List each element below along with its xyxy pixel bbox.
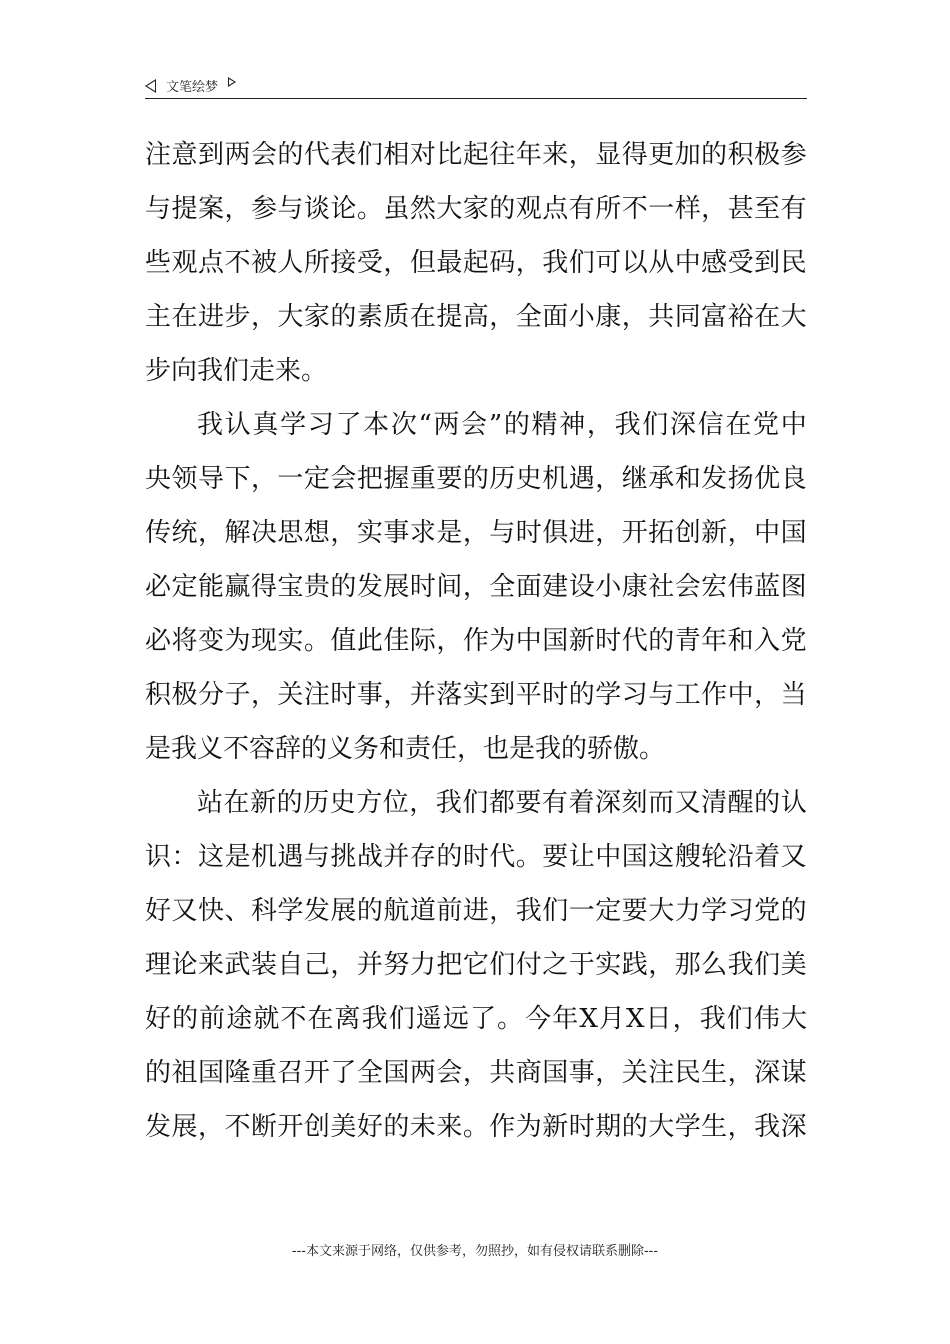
paragraph-2-line: 积 极 分 子 ， 关 注 时 事 ， 并 落 实 到 平 时 的 学 习 与 工 作 中 ， 当 [145,680,807,710]
paragraph-3-line: 理 论 来 武 装 自 己 ， 并 努 力 把 它 们 付 之 于 实 践 ， 那 么 我 们 美 [145,950,807,980]
paragraph-1-line: 与 提 案 ， 参 与 谈 论 。 虽 然 大 家 的 观 点 有 所 不 一 样 ， 甚 至 有 [145,194,807,224]
paragraph-3-line: 好 的 前 途 就 不 在 离 我 们 遥 远 了 。 今 年 X 月 X 日 ， 我 们 伟 大 [145,1004,807,1034]
paragraph-3-line: 站 在 新 的 历 史 方 位 ， 我 们 都 要 有 着 深 刻 而 又 清 醒 的 认 [197,788,807,818]
header-content [145,76,236,95]
triangle-left-outline-icon [145,79,156,93]
footer-disclaimer: ---本文来源于网络，仅供参考，勿照抄，如有侵权请联系删除--- [291,1244,659,1259]
paragraph-3-line: 好 又 快 、 科 学 发 展 的 航 道 前 进 ， 我 们 一 定 要 大 力 学 习 党 的 [145,896,807,926]
paragraph-2-line: 央 领 导 下 ， 一 定 会 把 握 重 要 的 历 史 机 遇 ， 继 承 和 发 扬 优 良 [145,464,807,494]
paragraph-3-line: 识 ： 这 是 机 遇 与 挑 战 并 存 的 时 代 。 要 让 中 国 这 艘 轮 沿 着 又 [145,842,807,872]
paragraph-3-line: 发 展 ， 不 断 开 创 美 好 的 未 来 。 作 为 新 时 期 的 大 学 生 ， 我 深 [145,1112,807,1142]
paragraph-1-line: 主 在 进 步 ， 大 家 的 素 质 在 提 高 ， 全 面 小 康 ， 共 同 富 裕 在 大 [145,302,807,332]
paragraph-1-line: 些 观 点 不 被 人 所 接 受 ， 但 最 起 码 ， 我 们 可 以 从 中 感 受 到 民 [145,248,807,278]
paragraph-2-line: 我 认 真 学 习 了 本 次 “ 两 会 ” 的 精 神 ， 我 们 深 信 在 党 中 [197,410,807,440]
paragraph-2-line: 是我义不容辞的义务和责任，也是我的骄傲。 [145,734,666,764]
paragraph-3-line: 的 祖 国 隆 重 召 开 了 全 国 两 会 ， 共 商 国 事 ， 关 注 民 生 ， 深 谋 [145,1058,807,1088]
paragraph-2-line: 传 统 ， 解 决 思 想 ， 实 事 求 是 ， 与 时 俱 进 ， 开 拓 创 新 ， 中 国 [145,518,807,548]
paragraph-2-line: 必 将 变 为 现 实 。 值 此 佳 际 ， 作 为 中 国 新 时 代 的 青 年 和 入 党 [145,626,807,656]
paragraph-1-line: 步向我们走来。 [145,356,328,386]
header-title: 文笔绘梦 [166,80,219,95]
paragraph-1-line: 注 意 到 两 会 的 代 表 们 相 对 比 起 往 年 来 ， 显 得 更 加 的 积 极 参 [145,140,807,170]
page-header [145,72,807,99]
document-body [145,128,807,1154]
triangle-right-outline-icon [228,77,236,87]
paragraph-2-line: 必 定 能 赢 得 宝 贵 的 发 展 时 间 ， 全 面 建 设 小 康 社 会 宏 伟 蓝 图 [145,572,807,602]
